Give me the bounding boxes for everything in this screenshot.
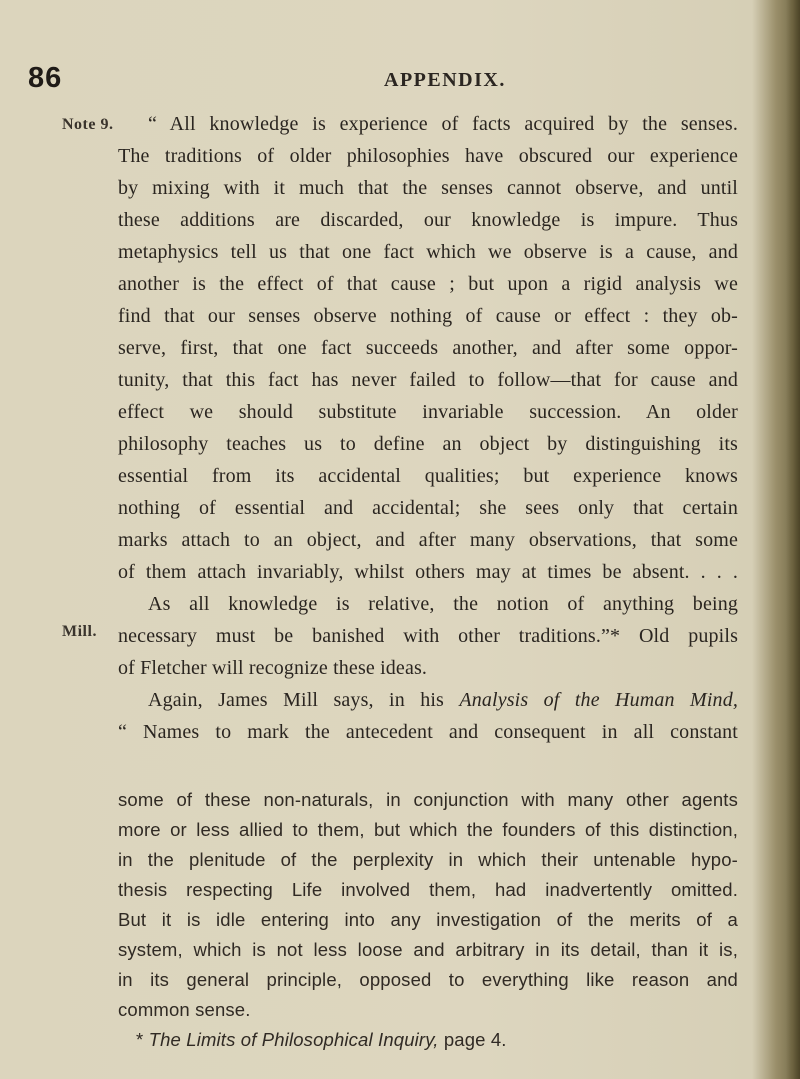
text-line: As all knowledge is relative, the notion of anything being: [148, 593, 738, 615]
page-edge-shadow: [786, 0, 800, 1079]
text-line: effect we should substitute invariable succession. An older: [118, 401, 738, 423]
text-line: necessary must be banished with other traditions.”* Old pupils: [118, 625, 738, 647]
text-line: another is the effect of that cause ; but upon a rigid analysis we: [118, 273, 738, 295]
text-line: The traditions of older philosophies have obscured our experience: [118, 145, 738, 167]
running-head: APPENDIX.: [384, 69, 506, 91]
text-line: find that our senses observe nothing of cause or effect : they ob-: [118, 305, 738, 327]
mill-line-prefix: Again, James Mill says, in his: [148, 689, 460, 711]
text-line: these additions are discarded, our knowledge is impure. Thus: [118, 209, 738, 231]
text-line: metaphysics tell us that one fact which we observe is a cause, and: [118, 241, 738, 263]
footnote: [136, 1029, 507, 1051]
footnote-suffix: page 4.: [438, 1029, 507, 1050]
text-line: system, which is not less loose and arbitrary in its detail, than it is,: [118, 939, 738, 960]
mill-text-line: [148, 689, 738, 712]
text-line: by mixing with it much that the senses cannot observe, and until: [118, 177, 738, 199]
text-line: more or less allied to them, but which the founders of this distinction,: [118, 819, 738, 840]
mill-quote-line: “ Names to mark the antecedent and consequent in all constant: [118, 721, 738, 743]
text-line: philosophy teaches us to define an object by distinguishing its: [118, 433, 738, 455]
text-line: marks attach to an object, and after many observations, that some: [118, 529, 738, 551]
page-number: 86: [28, 62, 63, 94]
margin-note-9: Note 9.: [62, 116, 114, 133]
text-line: tunity, that this fact has never failed to follow—that for cause and: [118, 369, 738, 391]
text-line: in its general principle, opposed to everything like reason and: [118, 969, 738, 990]
text-line: But it is idle entering into any investigation of the merits of a: [118, 909, 738, 930]
text-line: of Fletcher will recognize these ideas.: [118, 657, 428, 679]
text-line: thesis respecting Life involved them, had inadvertently omitted.: [118, 879, 738, 900]
margin-note-mill: Mill.: [62, 623, 97, 640]
text-line: nothing of essential and accidental; she sees only that certain: [118, 497, 738, 519]
text-line: “ All knowledge is experience of facts acquired by the senses.: [148, 113, 738, 135]
page-header: [28, 62, 748, 102]
text-line: some of these non-naturals, in conjunction with many other agents: [118, 789, 738, 810]
text-line: essential from its accidental qualities; but experience knows: [118, 465, 738, 487]
mill-book-title: Analysis of the Human Mind,: [459, 689, 738, 711]
text-line: serve, first, that one fact succeeds another, and after some oppor-: [118, 337, 738, 359]
footnote-title: The Limits of Philosophical Inquiry,: [148, 1029, 439, 1050]
text-line: in the plenitude of the perplexity in which their untenable hypo-: [118, 849, 738, 870]
text-line: of them attach invariably, whilst others may at times be absent. . . .: [118, 561, 738, 583]
text-line: common sense.: [118, 999, 251, 1020]
footnote-marker: *: [136, 1029, 149, 1050]
